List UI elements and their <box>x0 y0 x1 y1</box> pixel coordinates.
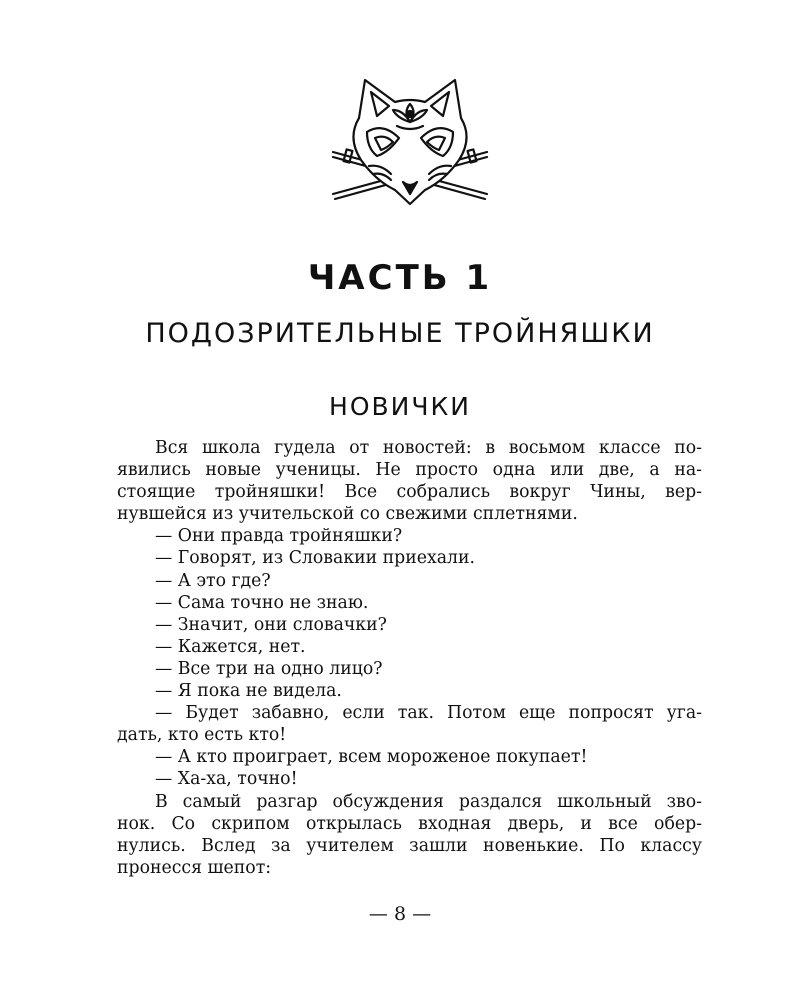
text-line: нулись. Вслед за учителем зашли новенькие. По классу <box>117 835 702 856</box>
text-line: пронесся шепот: <box>117 857 272 878</box>
text-line: явились новые ученицы. Не просто одна или две, а на- <box>117 460 702 481</box>
dialogue-line: — А кто проиграет, всем мороженое покупает! <box>155 747 588 768</box>
dialogue-line: — Они правда тройняшки? <box>155 526 403 547</box>
dialogue-line: — Говорят, из Словакии приехали. <box>155 548 476 569</box>
page-number: — 8 — <box>368 903 432 925</box>
dialogue-line: — Все три на одно лицо? <box>155 658 383 679</box>
text-line: стоящие тройняшки! Все собрались вокруг Чины, вер- <box>117 482 702 503</box>
part-subtitle: ПОДОЗРИТЕЛЬНЫЕ ТРОЙНЯШКИ <box>145 318 655 349</box>
text-line: дать, кто есть кто! <box>117 725 287 746</box>
dialogue-line: — Значит, они словачки? <box>155 614 387 635</box>
text-line: нувшейся из учительской со свежими сплетнями. <box>117 504 578 525</box>
part-title: ЧАСТЬ 1 <box>307 258 493 298</box>
text-line: Вся школа гудела от новостей: в восьмом классе по- <box>155 438 702 458</box>
dialogue-line: — Сама точно не знаю. <box>155 592 369 613</box>
dialogue-line: — А это где? <box>155 570 271 591</box>
fox-mask-crossed-swords-emblem <box>325 66 495 216</box>
text-line: нок. Со скрипом открылась входная дверь, и все обер- <box>117 813 702 834</box>
chapter-title: НОВИЧКИ <box>329 392 471 421</box>
dialogue-line: — Будет забавно, если так. Потом еще попросят уга- <box>155 703 702 724</box>
dialogue-line: — Кажется, нет. <box>155 636 306 657</box>
dialogue-line: — Я пока не видела. <box>155 681 342 702</box>
text-line: В самый разгар обсуждения раздался школьный зво- <box>155 791 702 812</box>
body-text <box>117 437 702 879</box>
dialogue-line: — Ха-ха, точно! <box>155 769 298 790</box>
